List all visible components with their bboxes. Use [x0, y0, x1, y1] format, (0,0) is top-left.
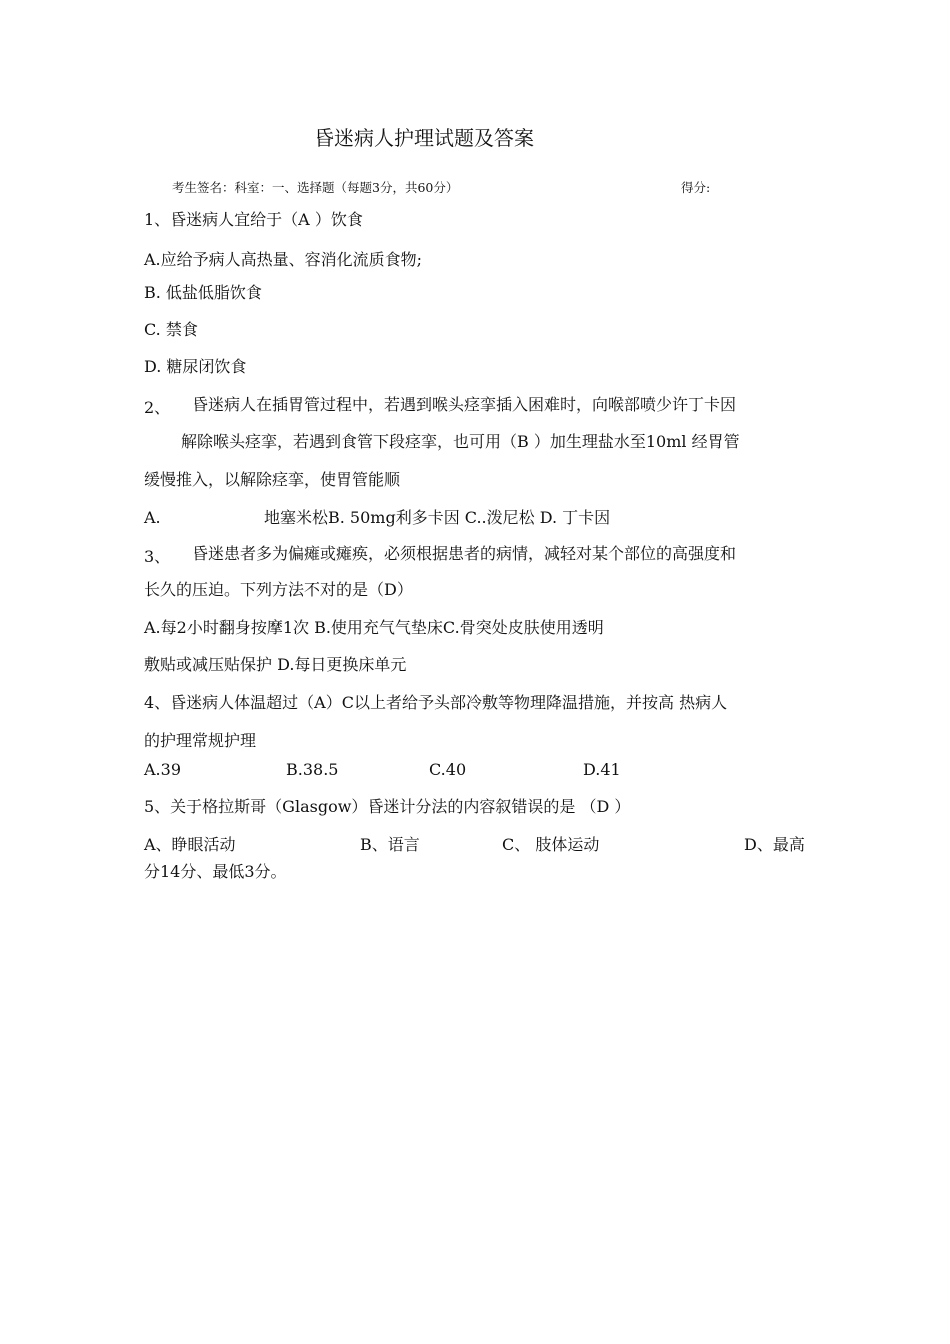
question-2-text: 昏迷病人在插胃管过程中，若遇到喉头痉挛插入困难时，向喉部喷少许丁卡因	[192, 395, 737, 414]
question-4-text: 的护理常规护理	[144, 731, 257, 750]
question-3-text: 昏迷患者多为偏瘫或瘫痪，必须根据患者的病情，减轻对某个部位的高强度和	[192, 544, 737, 563]
option-b: B.38.5	[286, 760, 339, 779]
option-a: A、睁眼活动	[144, 835, 236, 854]
option-d: D.41	[583, 760, 621, 779]
option-line: 地塞米松B. 50mg利多卡因 C..泼尼松 D. 丁卡因	[264, 508, 611, 527]
option-line: D. 糖尿闭饮食	[144, 357, 247, 376]
option-line: B. 低盐低脂饮食	[144, 283, 262, 302]
option-d: D、最高	[744, 835, 805, 854]
score-label: 得分:	[681, 180, 711, 195]
question-1: 1、昏迷病人宜给于（A ）饮食	[144, 210, 363, 229]
question-4: 4、昏迷病人体温超过（A）C以上者给予头部冷敷等物理降温措施，并按高 热病人	[144, 693, 728, 712]
question-2-number: 2、	[144, 398, 171, 417]
question-3-text: 长久的压迫。下列方法不对的是（D）	[144, 580, 413, 599]
option-c: C、 肢体运动	[502, 835, 600, 854]
option-a: A.39	[144, 760, 181, 779]
option-b: B、语言	[360, 835, 420, 854]
option-line: A.应给予病人高热量、容消化流质食物;	[144, 250, 423, 269]
option-c: C.40	[429, 760, 467, 779]
question-2-text: 缓慢推入，以解除痉挛，使胃管能顺	[144, 470, 401, 489]
question-2-text: 解除喉头痉挛，若遇到食管下段痉挛，也可用（B ）加生理盐水至10ml 经胃管	[181, 432, 740, 451]
option-line: 敷贴或减压贴保护 D.每日更换床单元	[144, 655, 407, 674]
option-line: C. 禁食	[144, 320, 198, 339]
question-3-number: 3、	[144, 547, 171, 566]
option-d-continued: 分14分、最低3分。	[144, 862, 287, 881]
question-5: 5、关于格拉斯哥（Glasgow）昏迷计分法的内容叙错误的是 （D ）	[144, 797, 631, 816]
page-title: 昏迷病人护理试题及答案	[314, 126, 534, 150]
option-line: A.每2小时翻身按摩1次 B.使用充气气垫床C.骨突处皮肤使用透明	[144, 618, 604, 637]
option-label: A.	[144, 508, 161, 527]
exam-header: 考生签名：科室：一、选择题（每题3分，共60分）	[172, 180, 459, 195]
